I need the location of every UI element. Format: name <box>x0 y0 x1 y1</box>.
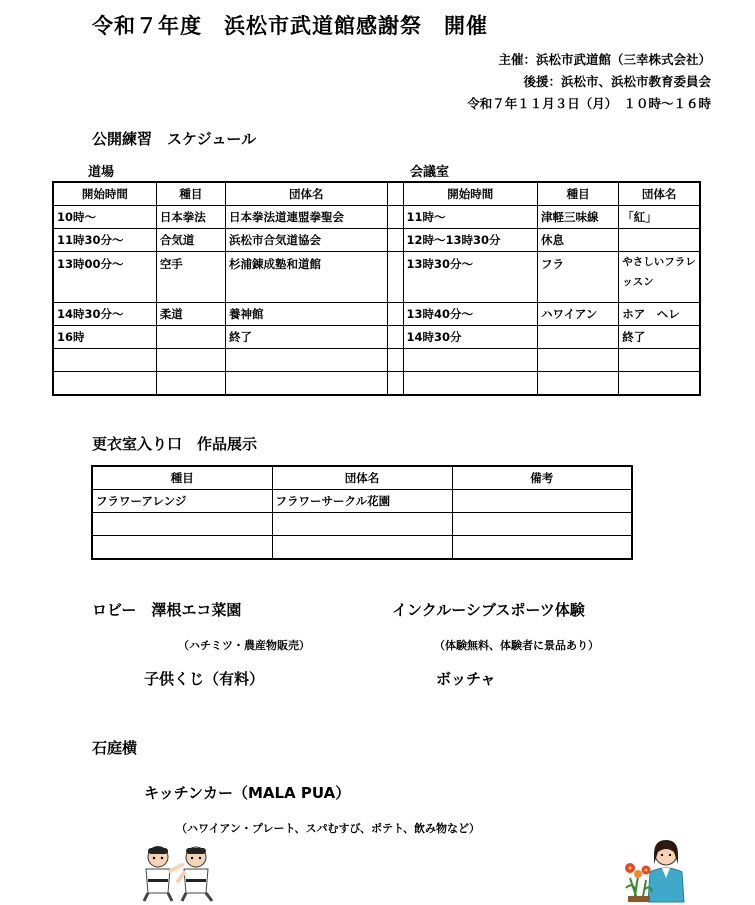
conf-cell: フラ <box>537 252 618 303</box>
conf-cell: 13時40分～ <box>403 303 537 326</box>
conf-cell: 14時30分 <box>403 326 537 349</box>
conf-cell: 13時30分～ <box>403 252 537 303</box>
dojo-cell: 養神館 <box>226 303 387 326</box>
exhibit-header-type: 種目 <box>92 466 272 490</box>
dojo-cell: 13時00分～ <box>53 252 156 303</box>
conf-cell <box>619 229 700 252</box>
table-gap <box>387 303 403 326</box>
exhibit-cell: フラワーアレンジ <box>92 490 272 513</box>
garden-note: （ハワイアン・プレート、スパむすび、ポテト、飲み物など） <box>176 822 481 835</box>
schedule-header-row <box>53 182 700 206</box>
inclusive-sub: ボッチャ <box>436 670 496 688</box>
conference-label: 会議室 <box>410 165 450 180</box>
garden-heading: 石庭横 <box>92 739 138 757</box>
conf-cell <box>403 372 537 396</box>
schedule-table <box>52 181 701 396</box>
supporter-text: 後援：浜松市、浜松市教育委員会 <box>523 74 711 89</box>
dojo-cell: 14時30分～ <box>53 303 156 326</box>
dojo-cell: 柔道 <box>156 303 225 326</box>
conf-header-time: 開始時間 <box>403 182 537 206</box>
dojo-header-time: 開始時間 <box>53 182 156 206</box>
dojo-header-type: 種目 <box>156 182 225 206</box>
table-row <box>53 326 700 349</box>
table-row <box>92 536 632 560</box>
conf-cell <box>619 372 700 396</box>
conf-cell <box>619 349 700 372</box>
inclusive-heading: インクルーシブスポーツ体験 <box>392 601 585 619</box>
conf-cell <box>537 326 618 349</box>
inclusive-note: （体験無料、体験者に景品あり） <box>434 639 599 652</box>
dojo-cell: 10時～ <box>53 206 156 229</box>
garden-sub: キッチンカー（MALA PUA） <box>144 784 351 802</box>
conf-cell: 終了 <box>619 326 700 349</box>
table-row <box>92 513 632 536</box>
lobby-note: （ハチミツ・農産物販売） <box>178 639 310 652</box>
dojo-cell: 終了 <box>226 326 387 349</box>
dojo-cell <box>53 349 156 372</box>
exhibit-header-notes: 備考 <box>452 466 632 490</box>
conf-cell <box>537 349 618 372</box>
table-gap <box>387 182 403 206</box>
dojo-cell: 11時30分～ <box>53 229 156 252</box>
dojo-cell: 日本拳法道連盟拳聖会 <box>226 206 387 229</box>
table-gap <box>387 229 403 252</box>
table-row <box>53 252 700 303</box>
dojo-cell <box>226 349 387 372</box>
conf-cell: ハワイアン <box>537 303 618 326</box>
exhibit-cell <box>452 490 632 513</box>
dojo-cell: 杉浦錬成塾和道館 <box>226 252 387 303</box>
exhibit-cell <box>92 536 272 560</box>
conf-cell: 「紅」 <box>619 206 700 229</box>
table-row <box>92 490 632 513</box>
exhibit-heading: 更衣室入り口 作品展示 <box>92 435 258 453</box>
table-gap <box>387 372 403 396</box>
exhibit-header-row <box>92 466 632 490</box>
exhibit-cell <box>452 536 632 560</box>
dojo-cell <box>156 326 225 349</box>
event-date: 令和７年１１月３日（月） １０時～１６時 <box>467 96 711 111</box>
dojo-header-group: 団体名 <box>226 182 387 206</box>
lobby-heading: ロビー 澤根エコ菜園 <box>92 601 242 619</box>
conf-cell: ホア ヘレ <box>619 303 700 326</box>
exhibit-cell <box>452 513 632 536</box>
conf-cell: やさしいフラレッスン <box>619 252 700 303</box>
conf-cell: 12時～13時30分 <box>403 229 537 252</box>
conf-cell <box>537 372 618 396</box>
exhibit-header-group: 団体名 <box>272 466 452 490</box>
table-row <box>53 349 700 372</box>
exhibit-cell <box>272 536 452 560</box>
dojo-label: 道場 <box>88 165 115 180</box>
exhibit-cell: フラワーサークル花園 <box>272 490 452 513</box>
table-gap <box>387 326 403 349</box>
page-title: 令和７年度 浜松市武道館感謝祭 開催 <box>92 14 488 38</box>
dojo-cell <box>156 349 225 372</box>
conf-header-group: 団体名 <box>619 182 700 206</box>
exhibit-cell <box>92 513 272 536</box>
table-gap <box>387 252 403 303</box>
dojo-cell: 合気道 <box>156 229 225 252</box>
table-row <box>53 303 700 326</box>
lobby-sub: 子供くじ（有料） <box>144 670 265 688</box>
table-gap <box>387 349 403 372</box>
exhibit-cell <box>272 513 452 536</box>
dojo-cell <box>53 372 156 396</box>
karate-kids-illustration <box>138 843 218 903</box>
conf-header-type: 種目 <box>537 182 618 206</box>
flower-arrangement-illustration <box>620 838 690 904</box>
conf-cell: 11時～ <box>403 206 537 229</box>
dojo-cell: 空手 <box>156 252 225 303</box>
dojo-cell: 日本拳法 <box>156 206 225 229</box>
conf-cell: 休息 <box>537 229 618 252</box>
organizer-text: 主催：浜松市武道館（三幸株式会社） <box>498 52 711 67</box>
table-row <box>53 229 700 252</box>
dojo-cell: 16時 <box>53 326 156 349</box>
table-row <box>53 372 700 396</box>
table-row <box>53 206 700 229</box>
dojo-cell <box>156 372 225 396</box>
conf-cell <box>403 349 537 372</box>
schedule-heading: 公開練習 スケジュール <box>92 130 257 148</box>
conf-cell: 津軽三味線 <box>537 206 618 229</box>
dojo-cell: 浜松市合気道協会 <box>226 229 387 252</box>
table-gap <box>387 206 403 229</box>
dojo-cell <box>226 372 387 396</box>
exhibit-table <box>91 465 633 560</box>
